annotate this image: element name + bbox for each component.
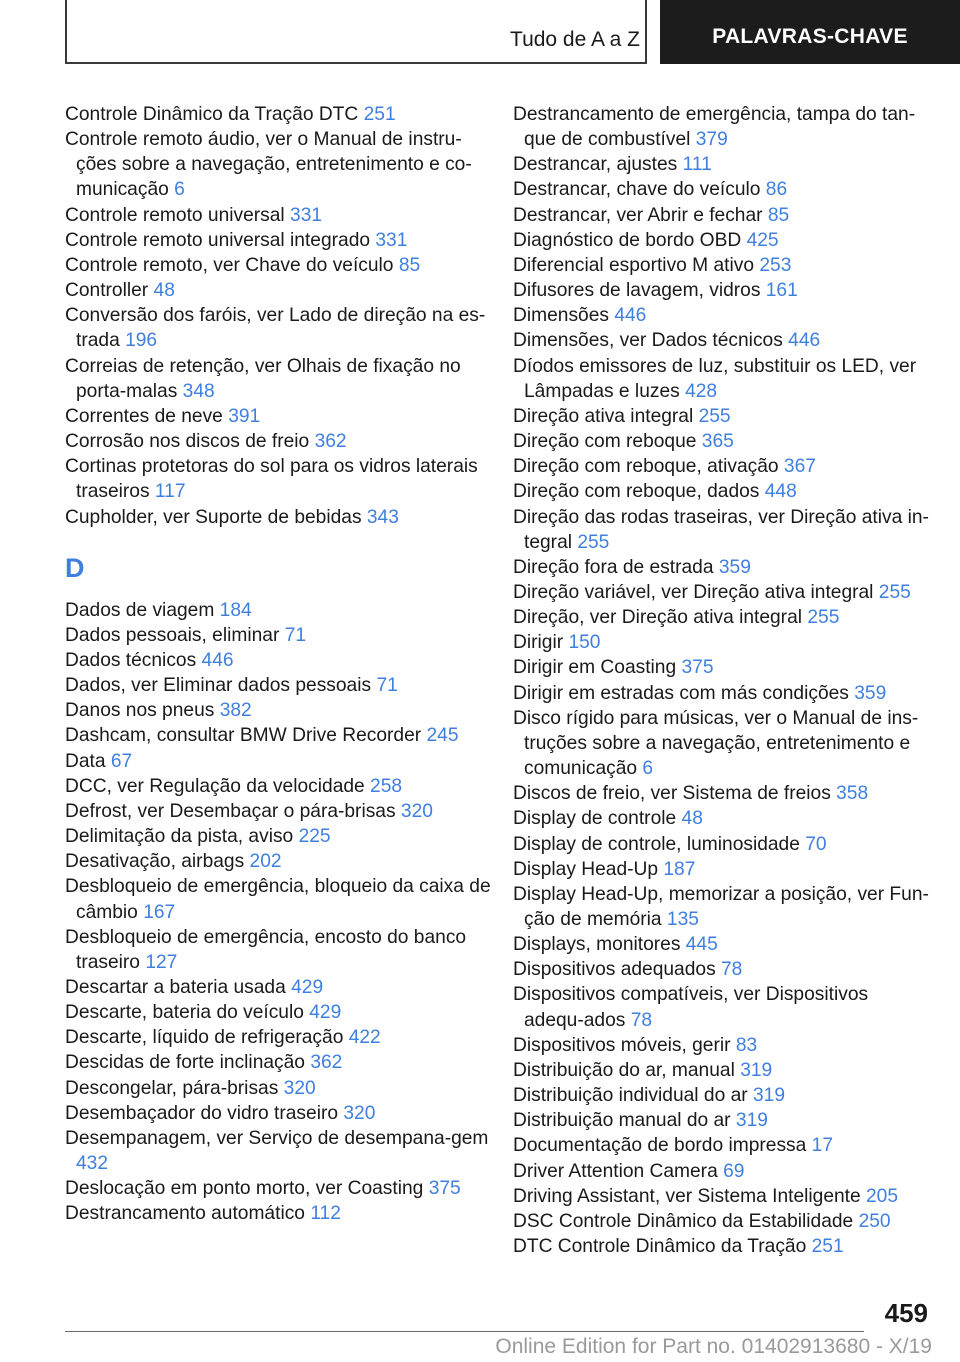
index-entry-text: Direção ativa integral (513, 405, 694, 427)
index-entry-page-link[interactable]: 375 (681, 657, 714, 679)
index-entry (513, 278, 933, 303)
header-section-title: Tudo de A a Z (510, 28, 640, 51)
index-entry (513, 1083, 933, 1108)
index-entry-page-link[interactable]: 17 (811, 1135, 833, 1157)
index-entry-text: Controle Dinâmico da Tração DTC (65, 104, 359, 125)
index-entry-page-link[interactable]: 331 (375, 229, 408, 251)
index-entry-page-link[interactable]: 343 (366, 506, 399, 528)
index-list-c (65, 102, 495, 530)
index-entry (513, 1058, 933, 1083)
index-entry (65, 1025, 495, 1050)
index-entry (513, 555, 933, 580)
index-entry (513, 454, 933, 479)
index-entry-text: Destrancar, ajustes (513, 154, 678, 176)
index-entry-text: Disco rígido para músicas, ver o Manual de ins-truções sobre a navegação, entretenimento e comunicação (513, 707, 919, 780)
index-entry (513, 203, 933, 228)
index-entry (513, 706, 933, 781)
index-entry (65, 354, 495, 404)
index-entry-page-link[interactable]: 367 (783, 456, 816, 478)
index-entry-page-link[interactable]: 225 (298, 826, 331, 848)
index-entry (65, 698, 495, 723)
index-entry-text: Dispositivos adequados (513, 959, 716, 981)
index-entry (513, 505, 933, 555)
index-column-right (513, 102, 933, 1259)
index-entry-text: Correntes de neve (65, 405, 223, 427)
index-entry (65, 429, 495, 454)
index-entry-page-link[interactable]: 250 (858, 1210, 891, 1232)
index-entry (513, 982, 933, 1032)
index-entry (513, 882, 933, 932)
index-entry-page-link[interactable]: 71 (284, 624, 307, 646)
index-entry-text: Dimensões (513, 305, 609, 327)
index-entry (513, 404, 933, 429)
index-entry-text: Desbloqueio de emergência, encosto do banco traseiro (65, 926, 467, 973)
index-entry (513, 681, 933, 706)
index-entry (513, 303, 933, 328)
index-entry-text: Desativação, airbags (65, 851, 245, 873)
index-entry (513, 429, 933, 454)
index-entry (65, 623, 495, 648)
index-entry (65, 648, 495, 673)
index-entry (513, 1209, 933, 1234)
index-entry-page-link[interactable]: 379 (695, 129, 728, 151)
index-entry (513, 580, 933, 605)
index-entry-text: Corrosão nos discos de freio (65, 431, 310, 453)
header-tab-keywords: PALAVRAS-CHAVE (660, 0, 960, 64)
index-entry-text: Direção com reboque (513, 431, 697, 453)
index-entry-page-link[interactable]: 319 (735, 1110, 768, 1132)
index-entry (513, 630, 933, 655)
index-list-d (65, 598, 495, 1227)
index-entry-text: Dirigir em estradas com más condições (513, 682, 849, 704)
index-entry-text: Diagnóstico de bordo OBD (513, 229, 742, 251)
index-entry (65, 749, 495, 774)
index-entry-page-link[interactable]: 184 (219, 599, 252, 621)
index-entry (65, 975, 495, 1000)
index-entry-page-link[interactable]: 429 (309, 1002, 342, 1024)
index-entry-text: Controle remoto universal (65, 204, 285, 226)
index-entry-text: Deslocação em ponto morto, ver Coasting (65, 1178, 424, 1200)
index-entry-text: Descongelar, pára-brisas (65, 1077, 279, 1099)
index-entry-page-link[interactable]: 167 (143, 901, 176, 923)
index-entry-text: Data (65, 750, 106, 772)
index-entry-text: Difusores de lavagem, vidros (513, 280, 761, 302)
index-entry (65, 723, 495, 748)
index-entry-page-link[interactable]: 348 (182, 380, 215, 402)
index-entry (513, 1159, 933, 1184)
index-entry-text: Controle remoto, ver Chave do veículo (65, 254, 394, 276)
index-entry-text: Cortinas protetoras do sol para os vidros laterais traseiros (65, 456, 478, 503)
index-entry-text: Danos nos pneus (65, 700, 215, 722)
index-entry-text: Defrost, ver Desembaçar o pára-brisas (65, 800, 396, 822)
index-entry-page-link[interactable]: 255 (807, 607, 840, 629)
index-entry-page-link[interactable]: 422 (348, 1027, 381, 1049)
index-entry (65, 799, 495, 824)
index-entry-text: Díodos emissores de luz, substituir os LED, ver Lâmpadas e luzes (513, 355, 917, 402)
footer-divider (65, 1331, 864, 1332)
index-entry-page-link[interactable]: 362 (310, 1052, 343, 1074)
index-entry-page-link[interactable]: 446 (614, 305, 647, 327)
index-entry (513, 857, 933, 882)
index-entry-page-link[interactable]: 117 (154, 481, 186, 503)
index-entry-text: Desempanagem, ver Serviço de desempana-gem (65, 1127, 489, 1149)
index-entry-page-link[interactable]: 425 (746, 229, 779, 251)
index-entry (513, 177, 933, 202)
index-entry-page-link[interactable]: 135 (666, 909, 699, 930)
index-entry-text: Dados de viagem (65, 599, 215, 621)
index-entry (65, 228, 495, 253)
index-entry-page-link[interactable]: 67 (110, 750, 133, 772)
index-entry-page-link[interactable]: 83 (735, 1034, 758, 1056)
index-list-d-continued (513, 102, 933, 1259)
index-entry-text: Direção variável, ver Direção ativa integral (513, 581, 874, 603)
index-entry-text: Dados técnicos (65, 649, 197, 671)
index-entry-page-link[interactable]: 6 (174, 179, 185, 201)
index-entry-text: Displays, monitores (513, 934, 681, 956)
index-entry-text: Direção com reboque, ativação (513, 456, 779, 478)
index-entry-page-link[interactable]: 429 (291, 977, 324, 998)
index-entry-page-link[interactable]: 78 (721, 959, 743, 981)
index-entry-page-link[interactable]: 253 (759, 254, 792, 276)
index-entry (513, 832, 933, 857)
index-entry-text: Destrancamento automático (65, 1203, 305, 1225)
index-entry-page-link[interactable]: 375 (428, 1178, 461, 1200)
index-entry (65, 1000, 495, 1025)
index-entry-text: Direção, ver Direção ativa integral (513, 607, 803, 629)
index-entry-text: Dados, ver Eliminar dados pessoais (65, 675, 372, 697)
index-entry (513, 479, 933, 504)
index-entry-page-link[interactable]: 320 (283, 1077, 316, 1099)
index-entry-page-link[interactable]: 382 (219, 700, 252, 722)
index-entry (65, 102, 495, 127)
index-entry (513, 1108, 933, 1133)
index-entry (513, 1184, 933, 1209)
index-entry-page-link[interactable]: 127 (145, 951, 178, 973)
index-entry-text: Controle remoto universal integrado (65, 229, 371, 251)
index-entry-page-link[interactable]: 69 (723, 1160, 745, 1182)
index-column-left (65, 102, 495, 1227)
index-entry (65, 505, 495, 530)
index-entry-text: Desembaçador do vidro traseiro (65, 1102, 339, 1124)
index-entry-text: Dirigir (513, 632, 564, 654)
index-entry (513, 957, 933, 982)
index-entry (513, 354, 933, 404)
index-entry-page-link[interactable]: 150 (568, 632, 601, 654)
index-entry-text: Descarte, bateria do veículo (65, 1002, 304, 1024)
index-entry-text: Display Head-Up, memorizar a posição, ver Fun-ção de memória (513, 883, 929, 930)
index-entry (65, 203, 495, 228)
index-entry (65, 1176, 495, 1201)
index-entry (65, 1101, 495, 1126)
index-entry (65, 1201, 495, 1226)
index-entry-text: Display de controle (513, 808, 677, 830)
index-entry-text: Destrancar, chave do veículo (513, 179, 761, 201)
index-entry-page-link[interactable]: 187 (663, 858, 696, 880)
index-entry (513, 102, 933, 152)
index-entry (513, 655, 933, 680)
index-entry (65, 598, 495, 623)
index-entry-page-link[interactable]: 358 (836, 783, 869, 805)
index-entry-text: Descarte, líquido de refrigeração (65, 1027, 344, 1049)
index-entry (65, 127, 495, 202)
index-entry-text: Driver Attention Camera (513, 1160, 718, 1182)
index-entry-text: Distribuição manual do ar (513, 1110, 731, 1132)
index-entry-text: Direção com reboque, dados (513, 481, 760, 503)
index-entry-text: Cupholder, ver Suporte de bebidas (65, 506, 362, 528)
index-entry-text: Display de controle, luminosidade (513, 833, 800, 855)
index-entry (513, 253, 933, 278)
index-entry-page-link[interactable]: 359 (718, 556, 751, 578)
index-entry (65, 454, 495, 504)
index-entry-page-link[interactable]: 258 (370, 775, 403, 797)
index-entry-text: DTC Controle Dinâmico da Tração (513, 1236, 807, 1258)
page-number: 459 (884, 1298, 928, 1328)
index-entry-text: DSC Controle Dinâmico da Estabilidade (513, 1210, 854, 1232)
index-entry-page-link[interactable]: 446 (788, 330, 821, 352)
index-entry-page-link[interactable]: 391 (228, 405, 261, 427)
index-entry-page-link[interactable]: 445 (685, 934, 718, 956)
index-entry-page-link[interactable]: 319 (752, 1085, 785, 1107)
index-entry-text: Discos de freio, ver Sistema de freios (513, 783, 831, 805)
index-entry-page-link[interactable]: 111 (682, 154, 712, 176)
index-entry (65, 673, 495, 698)
index-entry (65, 849, 495, 874)
index-entry (513, 1033, 933, 1058)
index-entry-text: Diferencial esportivo M ativo (513, 254, 755, 276)
index-entry (65, 874, 495, 924)
index-entry-page-link[interactable]: 86 (765, 179, 788, 201)
index-entry-page-link[interactable]: 255 (878, 581, 911, 603)
index-entry (65, 278, 495, 303)
index-entry (513, 605, 933, 630)
index-entry-page-link[interactable]: 319 (740, 1059, 773, 1081)
index-entry-text: Driving Assistant, ver Sistema Inteligente (513, 1185, 861, 1207)
index-entry-page-link[interactable]: 432 (76, 1153, 109, 1175)
index-entry-text: Dados pessoais, eliminar (65, 624, 280, 646)
index-entry-text: Direção fora de estrada (513, 556, 714, 578)
index-entry-text: Descartar a bateria usada (65, 977, 286, 998)
index-entry-text: Dispositivos compatíveis, ver Dispositivos adequ-ados (513, 984, 869, 1031)
index-entry-text: Direção das rodas traseiras, ver Direção ativa in-tegral (513, 506, 929, 553)
index-entry-page-link[interactable]: 428 (685, 380, 718, 402)
index-entry-page-link[interactable]: 255 (698, 405, 731, 427)
index-entry-page-link[interactable]: 71 (376, 675, 398, 697)
index-letter-heading: D (65, 552, 85, 583)
index-entry-text: Destrancar, ver Abrir e fechar (513, 204, 763, 226)
index-entry (65, 1126, 495, 1176)
index-entry-page-link[interactable]: 205 (866, 1185, 899, 1207)
index-entry-text: Correias de retenção, ver Olhais de fixação no porta-malas (65, 355, 461, 402)
index-entry-page-link[interactable]: 245 (426, 725, 459, 747)
index-entry (513, 1133, 933, 1158)
index-entry (65, 1050, 495, 1075)
index-entry (513, 228, 933, 253)
index-entry-page-link[interactable]: 85 (767, 204, 790, 226)
index-entry (65, 404, 495, 429)
index-entry-text: Conversão dos faróis, ver Lado de direção na es-trada (65, 305, 486, 352)
index-entry-text: Distribuição do ar, manual (513, 1059, 735, 1081)
index-entry-page-link[interactable]: 85 (398, 254, 421, 276)
index-entry (65, 253, 495, 278)
index-entry-text: Dirigir em Coasting (513, 657, 677, 679)
index-entry-text: DCC, ver Regulação da velocidade (65, 775, 365, 797)
footer-edition-text: Online Edition for Part no. 01402913680 - X/19 (495, 1335, 932, 1358)
index-entry (65, 1076, 495, 1101)
index-entry-page-link[interactable]: 446 (201, 649, 234, 671)
index-entry-text: Documentação de bordo impressa (513, 1135, 807, 1157)
index-entry-page-link[interactable]: 48 (681, 808, 703, 830)
index-entry-page-link[interactable]: 320 (400, 800, 433, 822)
index-entry-page-link[interactable]: 255 (577, 531, 610, 553)
index-entry-text: Dispositivos móveis, gerir (513, 1034, 731, 1056)
index-entry (513, 781, 933, 806)
index-entry-page-link[interactable]: 202 (249, 851, 282, 873)
index-entry-text: Descidas de forte inclinação (65, 1052, 305, 1074)
index-entry (513, 328, 933, 353)
index-entry-text: Desbloqueio de emergência, bloqueio da caixa de câmbio (65, 876, 491, 923)
index-entry-page-link[interactable]: 112 (310, 1203, 341, 1225)
index-entry (513, 152, 933, 177)
index-entry-page-link[interactable]: 448 (764, 481, 797, 503)
index-entry-page-link[interactable]: 48 (153, 280, 175, 302)
index-entry-text: Controle remoto áudio, ver o Manual de instru-ções sobre a navegação, entretenimento e co-municação (65, 129, 472, 201)
index-entry-text: Destrancamento de emergência, tampa do tan-que de combustível (513, 104, 916, 151)
index-entry-page-link[interactable]: 251 (811, 1236, 844, 1258)
index-entry (65, 303, 495, 353)
index-entry-page-link[interactable]: 251 (363, 104, 396, 125)
index-entry-page-link[interactable]: 362 (314, 431, 347, 453)
index-entry (513, 932, 933, 957)
index-entry (65, 925, 495, 975)
index-entry-text: Distribuição individual do ar (513, 1085, 748, 1107)
index-entry-text: Dashcam, consultar BMW Drive Recorder (65, 725, 422, 747)
index-entry-text: Delimitação da pista, aviso (65, 826, 294, 848)
index-entry (65, 774, 495, 799)
index-entry-text: Controller (65, 280, 149, 302)
index-entry-text: Display Head-Up (513, 858, 659, 880)
index-entry (513, 1234, 933, 1259)
index-entry-page-link[interactable]: 365 (701, 431, 734, 453)
index-entry-page-link[interactable]: 161 (765, 280, 798, 302)
index-entry-page-link[interactable]: 320 (343, 1102, 376, 1124)
index-entry-page-link[interactable]: 78 (630, 1009, 653, 1031)
index-entry-page-link[interactable]: 359 (854, 682, 887, 704)
index-entry-text: Dimensões, ver Dados técnicos (513, 330, 783, 352)
index-entry-page-link[interactable]: 331 (290, 204, 323, 226)
index-entry-page-link[interactable]: 70 (805, 833, 827, 855)
index-entry (65, 824, 495, 849)
index-entry-page-link[interactable]: 196 (125, 330, 158, 352)
index-entry (513, 806, 933, 831)
index-entry-page-link[interactable]: 6 (642, 758, 654, 780)
